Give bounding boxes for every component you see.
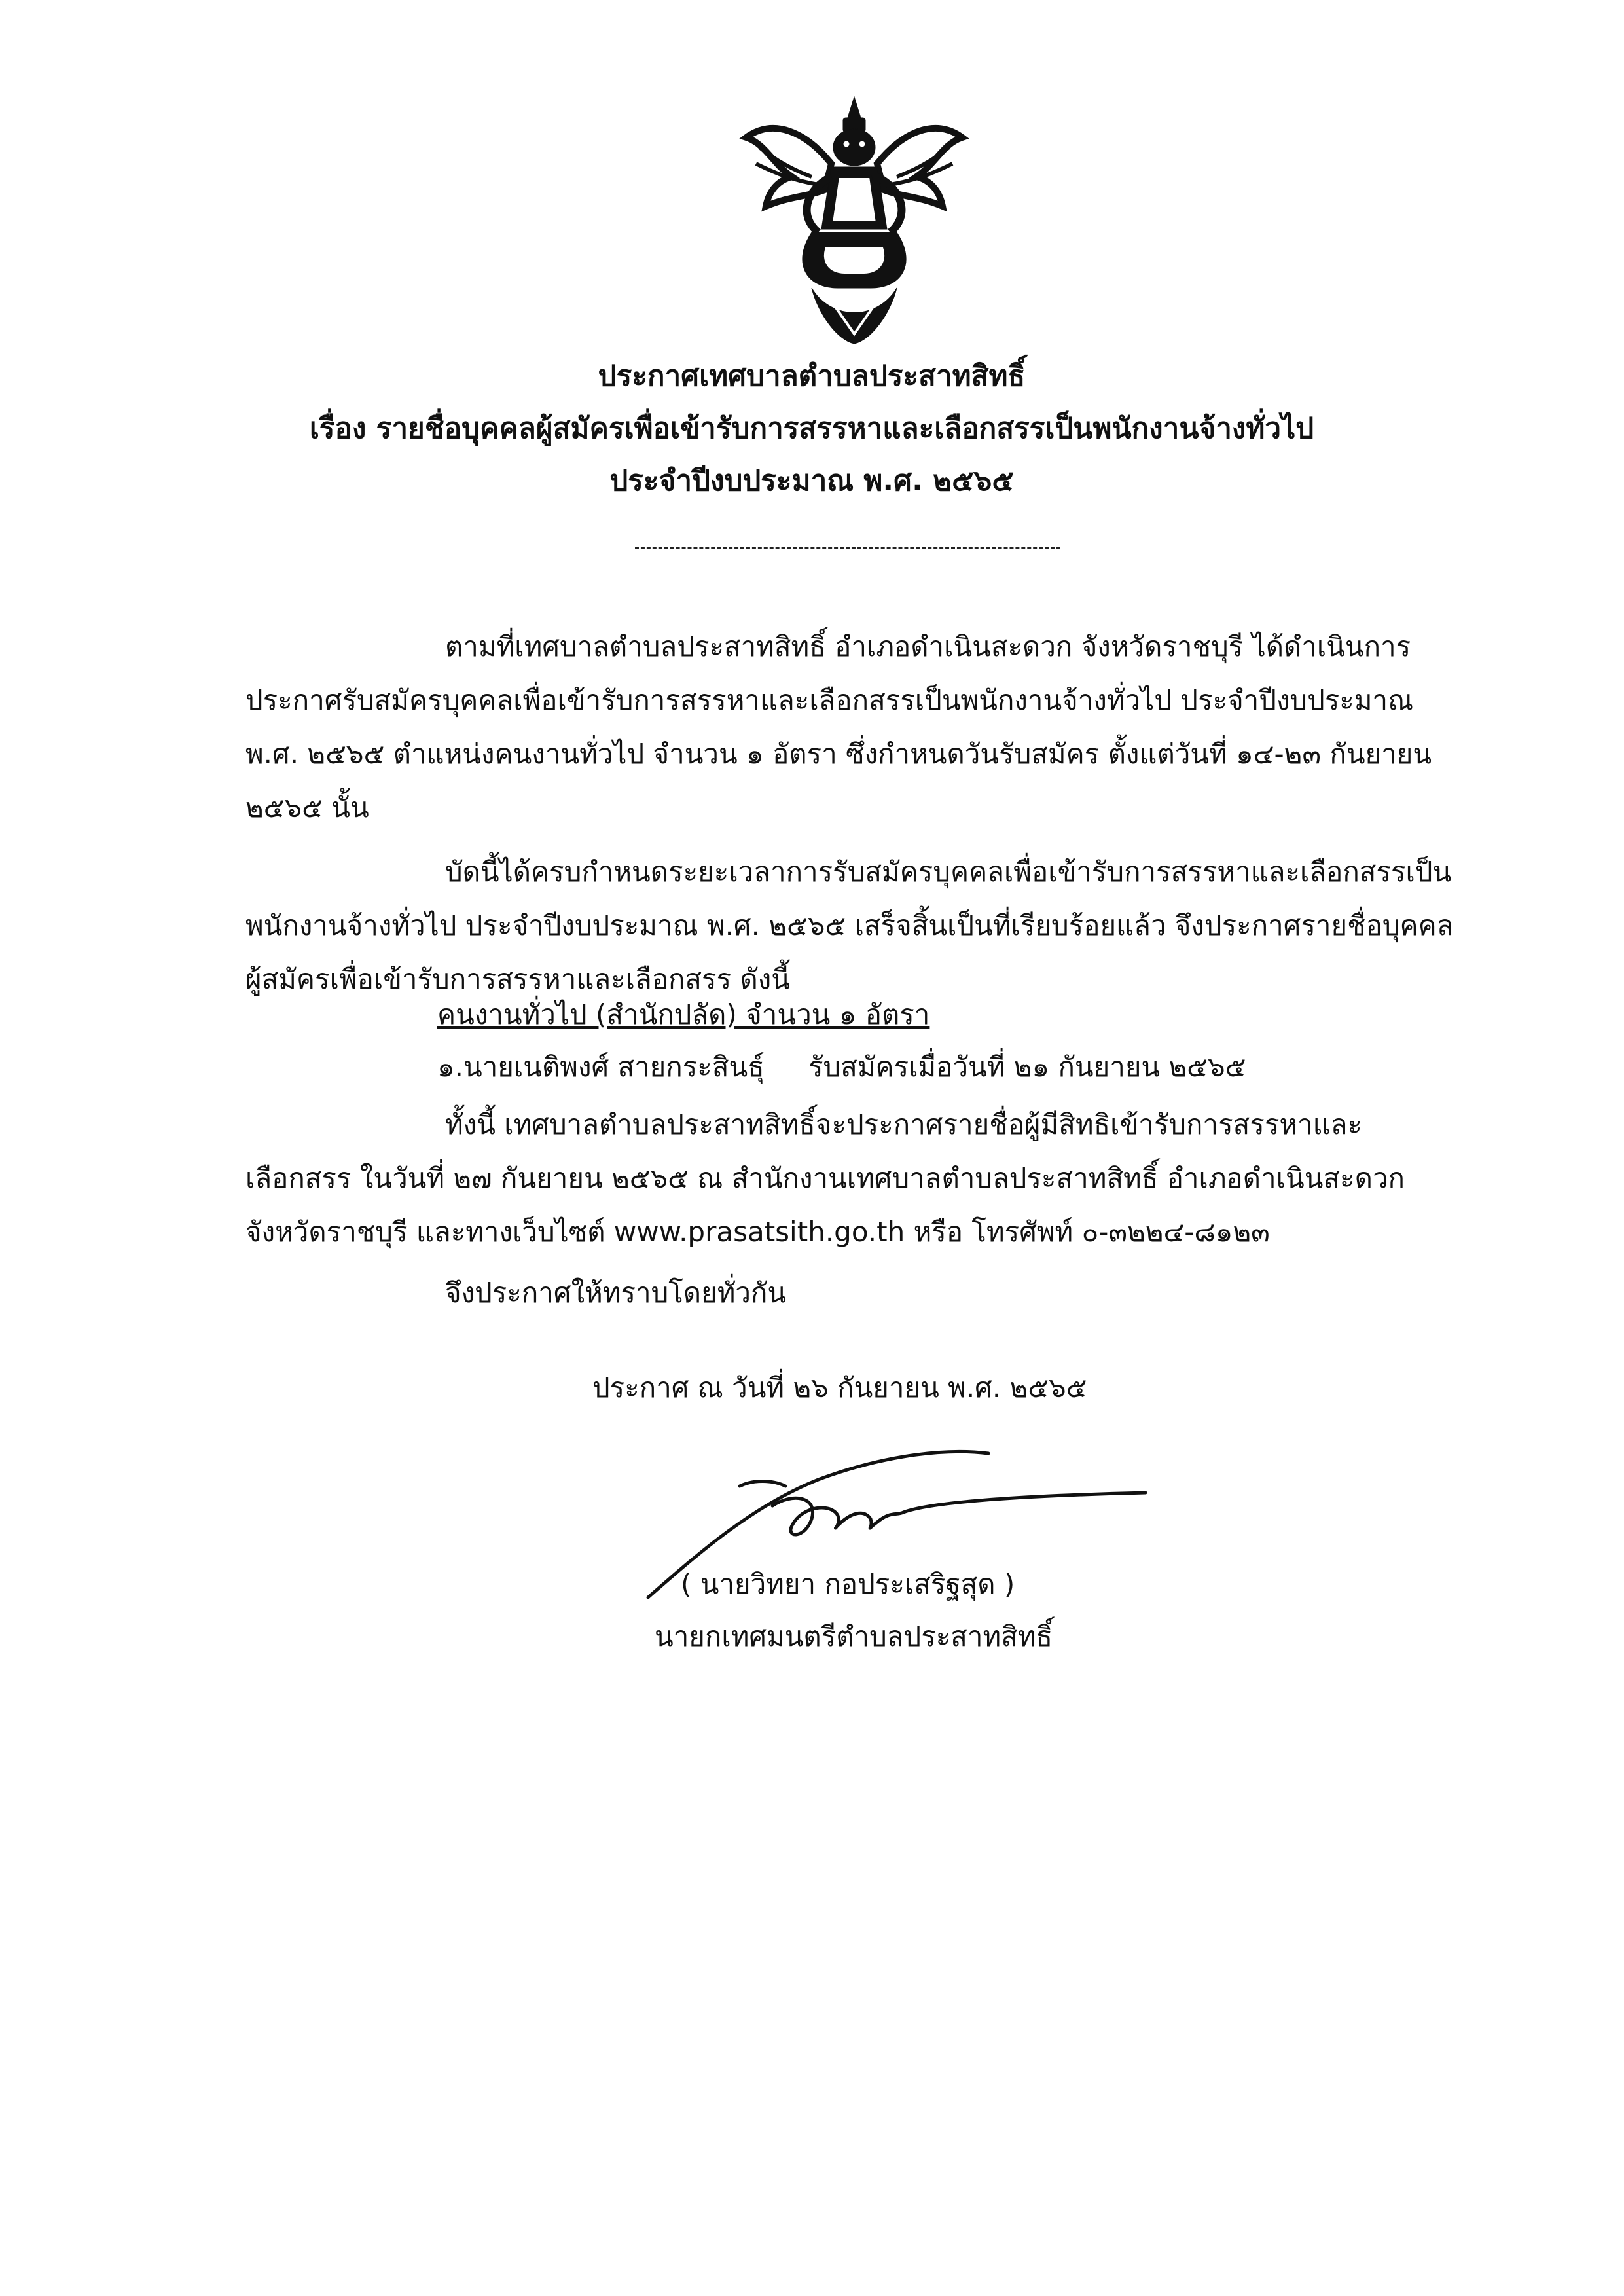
signer-title: นายกเทศมนตรีตำบลประสาทสิทธิ์ <box>655 1620 1053 1652</box>
section-heading: คนงานทั่วไป (สำนักปลัด) จำนวน ๑ อัตรา <box>437 998 930 1030</box>
candidate-name: ๑.นายเนติพงศ์ สายกระสินธุ์ <box>437 1051 765 1083</box>
garuda-emblem-icon <box>733 92 975 347</box>
paragraph-3-line-1: ทั้งนี้ เทศบาลตำบลประสาทสิทธิ์จะประกาศรายชื่อผู้มีสิทธิเข้ารับการสรรหาและ <box>445 1108 1363 1140</box>
candidate-applied-date: รับสมัครเมื่อวันที่ ๒๑ กันยายน ๒๕๖๕ <box>808 1051 1246 1083</box>
paragraph-2-line-2: พนักงานจ้างทั่วไป ประจำปีงบประมาณ พ.ศ. ๒๕๖๕ เสร็จสิ้นเป็นที่เรียบร้อยแล้ว จึงประกาศรายชื่อบุคคล <box>245 909 1454 941</box>
document-fiscal-year: ประจำปีงบประมาณ พ.ศ. ๒๕๖๕ <box>609 464 1014 498</box>
paragraph-1-line-4: ๒๕๖๕ นั้น <box>245 792 369 824</box>
signer-name: ( นายวิทยา กอประเสริฐสุด ) <box>681 1568 1015 1600</box>
paragraph-1-line-1: ตามที่เทศบาลตำบลประสาทสิทธิ์ อำเภอดำเนินสะดวก จังหวัดราชบุรี ได้ดำเนินการ <box>445 630 1411 663</box>
document-title: ประกาศเทศบาลตำบลประสาทสิทธิ์ <box>598 359 1026 393</box>
paragraph-3-line-3: จังหวัดราชบุรี และทางเว็บไซต์ www.prasatsith.go.th หรือ โทรศัพท์ ๐-๓๒๒๔-๘๑๒๓ <box>245 1216 1270 1248</box>
announcement-date: ประกาศ ณ วันที่ ๒๖ กันยายน พ.ศ. ๒๕๖๕ <box>592 1372 1087 1404</box>
paragraph-2-line-3: ผู้สมัครเพื่อเข้ารับการสรรหาและเลือกสรร ดังนี้ <box>245 963 791 995</box>
paragraph-1-line-2: ประกาศรับสมัครบุคคลเพื่อเข้ารับการสรรหาและเลือกสรรเป็นพนักงานจ้างทั่วไป ประจำปีงบประมาณ <box>245 684 1414 716</box>
paragraph-2-line-1: บัดนี้ได้ครบกำหนดระยะเวลาการรับสมัครบุคคลเพื่อเข้ารับการสรรหาและเลือกสรรเป็น <box>445 856 1452 888</box>
paragraph-1-line-3: พ.ศ. ๒๕๖๕ ตำแหน่งคนงานทั่วไป จำนวน ๑ อัตรา ซึ่งกำหนดวันรับสมัคร ตั้งแต่วันที่ ๑๔-๒๓ กันยายน <box>245 738 1432 770</box>
paragraph-3-line-2: เลือกสรร ในวันที่ ๒๗ กันยายน ๒๕๖๕ ณ สำนักงานเทศบาลตำบลประสาทสิทธิ์ อำเภอดำเนินสะดวก <box>245 1162 1405 1194</box>
title-divider <box>635 547 1060 549</box>
document-subject: เรื่อง รายชื่อบุคคลผู้สมัครเพื่อเข้ารับการสรรหาและเลือกสรรเป็นพนักงานจ้างทั่วไป <box>309 412 1314 445</box>
closing-statement: จึงประกาศให้ทราบโดยทั่วกัน <box>445 1277 787 1309</box>
